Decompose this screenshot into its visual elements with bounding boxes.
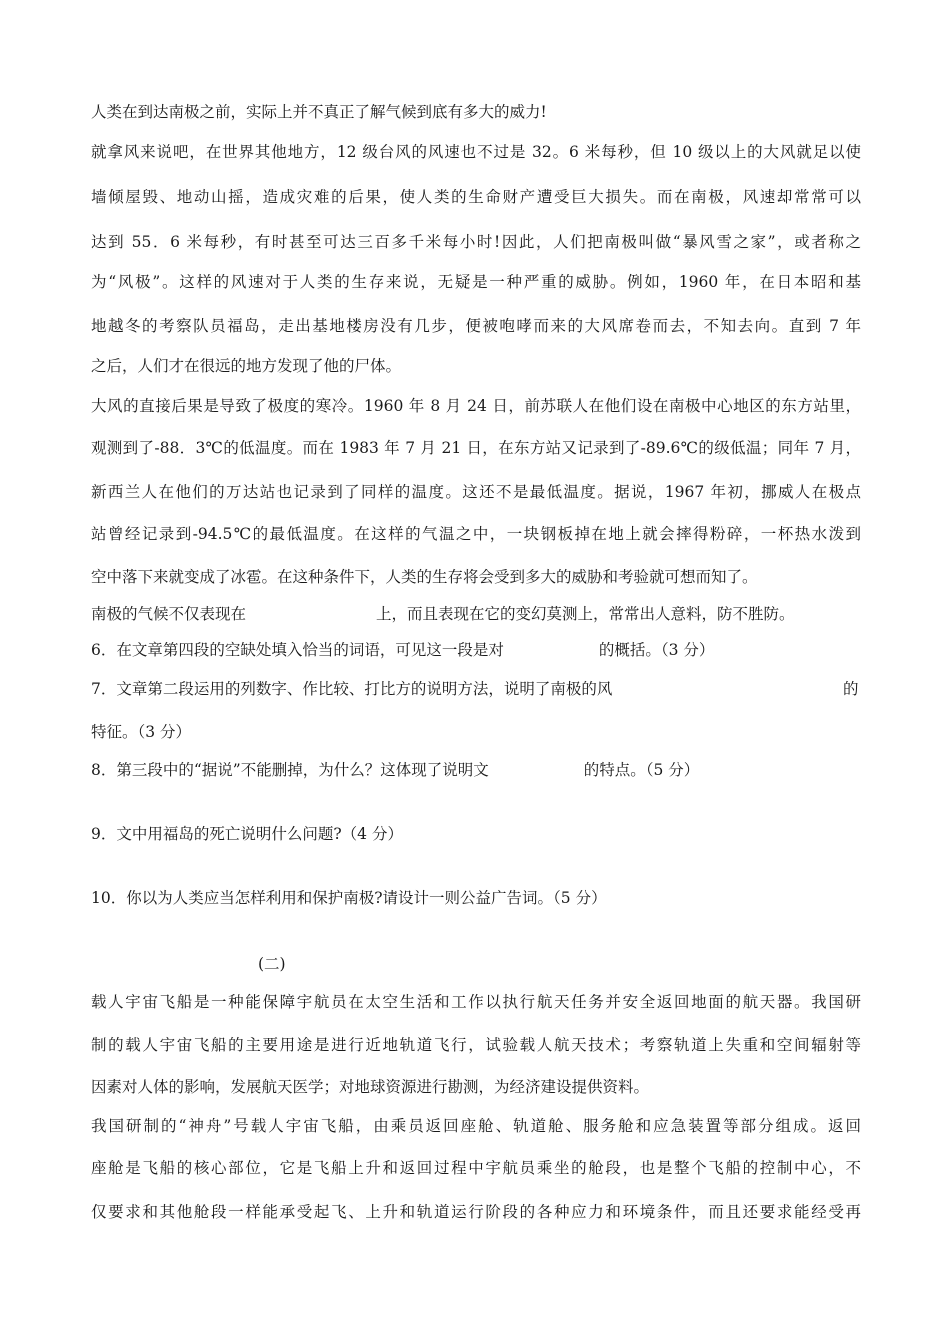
question-6 bbox=[91, 640, 861, 660]
question-7 bbox=[91, 679, 861, 699]
passage1-p2-line: 地越冬的考察队员福岛，走出基地楼房没有几步，便被咆哮而来的大风席卷而去，不知去向。直到 7 年 bbox=[91, 317, 861, 335]
question-7-text: 7．文章第二段运用的列数字、作比较、打比方的说明方法，说明了南极的风 bbox=[91, 680, 613, 698]
passage1-p3-line: 空中落下来就变成了冰雹。在这种条件下，人类的生存将会受到多大的威胁和考验就可想而知了。 bbox=[91, 568, 758, 586]
passage2-p1-line: 制的载人宇宙飞船的主要用途是进行近地轨道飞行，试验载人航天技术；考察轨道上失重和空间辐射等 bbox=[91, 1036, 861, 1054]
passage2-p2-line: 我国研制的“神舟”号载人宇宙飞船，由乘员返回座舱、轨道舱、服务舱和应急装置等部分组成。返回 bbox=[91, 1117, 861, 1135]
passage2-p2-line: 仅要求和其他舱段一样能承受起飞、上升和轨道运行阶段的各种应力和环境条件，而且还要求能经受再 bbox=[91, 1203, 861, 1221]
question-8-suffix: 的特点。（5 分） bbox=[583, 761, 700, 779]
question-6-suffix: 的概括。（3 分） bbox=[598, 641, 715, 659]
passage1-p2-line: 就拿风来说吧，在世界其他地方，12 级台风的风速也不过是 32。6 米每秒，但 10 级以上的大风就足以使 bbox=[91, 143, 861, 161]
passage1-p2-line: 之后，人们才在很远的地方发现了他的尸体。 bbox=[91, 357, 402, 375]
passage2-p1-line: 因素对人体的影响，发展航天医学；对地球资源进行勘测，为经济建设提供资料。 bbox=[91, 1078, 650, 1096]
question-7-line-end: 的 bbox=[843, 680, 859, 698]
passage1-p1-line: 人类在到达南极之前，实际上并不真正了解气候到底有多大的威力! bbox=[91, 103, 547, 121]
question-6-text: 6．在文章第四段的空缺处填入恰当的词语，可见这一段是对 bbox=[91, 641, 504, 659]
question-8-text: 8．第三段中的“据说”不能删掉，为什么？这体现了说明文 bbox=[91, 761, 489, 779]
passage1-p3-line: 站曾经记录到-94.5℃的最低温度。在这样的气温之中，一块钢板掉在地上就会摔得粉碎，一杯热水泼到 bbox=[91, 525, 861, 543]
passage1-p2-line: 墙倾屋毁、地动山摇，造成灾难的后果，使人类的生命财产遭受巨大损失。而在南极，风速却常常可以 bbox=[91, 188, 861, 206]
passage1-p4-line bbox=[91, 604, 861, 624]
p4-text-after-blank: 上，而且表现在它的变幻莫测上，常常出人意料，防不胜防。 bbox=[376, 605, 795, 623]
question-8 bbox=[91, 760, 861, 780]
passage1-p3-line: 观测到了-88．3℃的低温度。而在 1983 年 7 月 21 日，在东方站又记录到了-89.6℃的级低温；同年 7 月， bbox=[91, 439, 861, 457]
p4-text-before-blank: 南极的气候不仅表现在 bbox=[91, 605, 247, 623]
question-9: 9．文中用福岛的死亡说明什么问题?（4 分） bbox=[91, 825, 403, 843]
passage2-p1-line: 载人宇宙飞船是一种能保障宇航员在太空生活和工作以执行航天任务并安全返回地面的航天器。我国研 bbox=[91, 993, 861, 1011]
passage1-p3-line: 新西兰人在他们的万达站也记录到了同样的温度。这还不是最低温度。据说，1967 年初，挪威人在极点 bbox=[91, 483, 861, 501]
section-heading: (二) bbox=[258, 955, 286, 973]
question-7-continuation: 特征。（3 分） bbox=[91, 723, 192, 741]
passage1-p3-line: 大风的直接后果是导致了极度的寒冷。1960 年 8 月 24 日，前苏联人在他们设在南极中心地区的东方站里， bbox=[91, 397, 861, 415]
passage2-p2-line: 座舱是飞船的核心部位，它是飞船上升和返回过程中宇航员乘坐的舱段，也是整个飞船的控制中心，不 bbox=[91, 1159, 861, 1177]
passage1-p2-line: 为“风极”。这样的风速对于人类的生存来说，无疑是一种严重的威胁。例如，1960 年，在日本昭和基 bbox=[91, 273, 861, 291]
passage1-p2-line: 达到 55．6 米每秒，有时甚至可达三百多千米每小时!因此，人们把南极叫做“暴风雪之家”，或者称之 bbox=[91, 233, 861, 251]
question-10: 10．你以为人类应当怎样利用和保护南极?请设计一则公益广告词。（5 分） bbox=[91, 889, 607, 907]
